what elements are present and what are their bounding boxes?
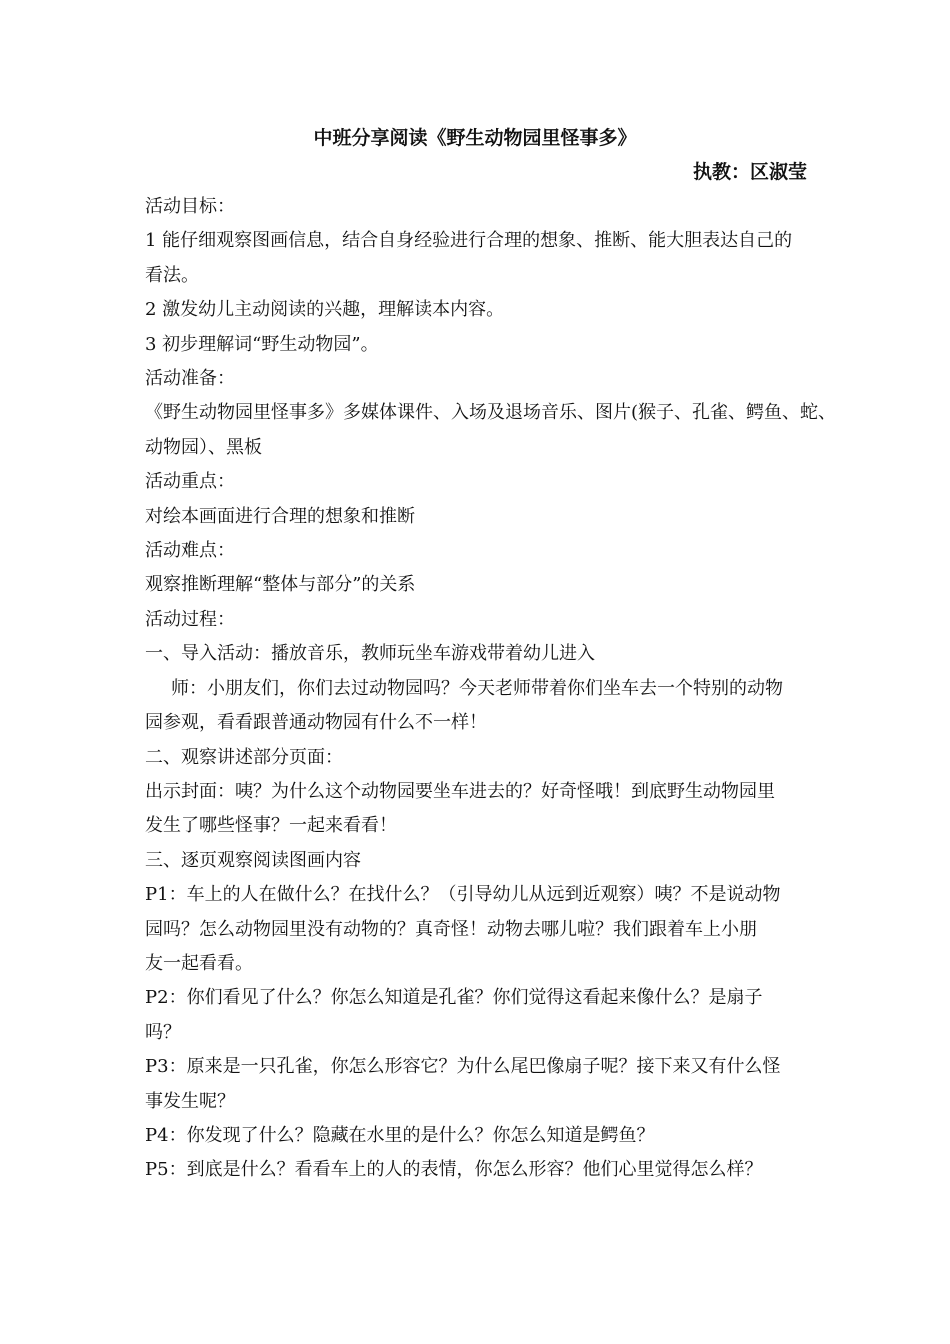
- page-1-line-2: 园吗？怎么动物园里没有动物的？真奇怪！动物去哪儿啦？我们跟着车上小朋: [145, 918, 757, 940]
- document-title: 中班分享阅读《野生动物园里怪事多》: [313, 127, 637, 149]
- page-2-line-1: P2：你们看见了什么？你怎么知道是孔雀？你们觉得这看起来像什么？是扇子: [145, 987, 763, 1009]
- goal-2: 2 激发幼儿主动阅读的兴趣，理解读本内容。: [145, 299, 505, 321]
- preparation-line-1: 《野生动物园里怪事多》多媒体课件、入场及退场音乐、图片(猴子、孔雀、鳄鱼、蛇、: [145, 402, 837, 424]
- teacher-credit: 执教：区淑莹: [692, 161, 807, 183]
- page-5-line: P5：到底是什么？看看车上的人的表情，你怎么形容？他们心里觉得怎么样？: [145, 1159, 763, 1181]
- cover-line-1: 出示封面：咦？为什么这个动物园要坐车进去的？好奇怪哦！到底野生动物园里: [145, 780, 775, 802]
- page-2-line-2: 吗？: [145, 1021, 181, 1043]
- process-step-2: 二、观察讲述部分页面：: [145, 746, 343, 768]
- section-heading-key-point: 活动重点：: [145, 471, 235, 493]
- difficulty-text: 观察推断理解“整体与部分”的关系: [145, 574, 416, 596]
- teacher-dialogue-line-1: 师：小朋友们，你们去过动物园吗？今天老师带着你们坐车去一个特别的动物: [171, 677, 783, 699]
- section-heading-process: 活动过程：: [145, 608, 235, 630]
- page-1-line-3: 友一起看看。: [145, 952, 253, 974]
- goal-1-line-2: 看法。: [145, 264, 199, 286]
- document-body: [145, 190, 837, 1188]
- goal-3: 3 初步理解词“野生动物园”。: [145, 333, 379, 355]
- cover-line-2: 发生了哪些怪事？一起来看看！: [145, 815, 397, 837]
- preparation-line-2: 动物园）、黑板: [145, 436, 262, 458]
- section-heading-preparation: 活动准备：: [145, 368, 235, 390]
- page-4-line: P4：你发现了什么？隐藏在水里的是什么？你怎么知道是鳄鱼？: [145, 1124, 655, 1146]
- goal-1-line-1: 1 能仔细观察图画信息，结合自身经验进行合理的想象、推断、能大胆表达自己的: [145, 230, 793, 252]
- process-step-1: 一、导入活动：播放音乐，教师玩坐车游戏带着幼儿进入: [145, 643, 595, 665]
- section-heading-difficulty: 活动难点：: [145, 540, 235, 562]
- section-heading-goals: 活动目标：: [145, 196, 235, 217]
- page-3-line-1: P3：原来是一只孔雀，你怎么形容它？为什么尾巴像扇子呢？接下来又有什么怪: [145, 1056, 781, 1078]
- key-point-text: 对绘本画面进行合理的想象和推断: [145, 505, 415, 527]
- process-step-3: 三、逐页观察阅读图画内容: [145, 849, 361, 871]
- page-3-line-2: 事发生呢？: [145, 1090, 235, 1112]
- teacher-dialogue-line-2: 园参观，看看跟普通动物园有什么不一样！: [145, 712, 487, 734]
- page-1-line-1: P1：车上的人在做什么？在找什么？（引导幼儿从远到近观察）咦？不是说动物: [145, 884, 781, 906]
